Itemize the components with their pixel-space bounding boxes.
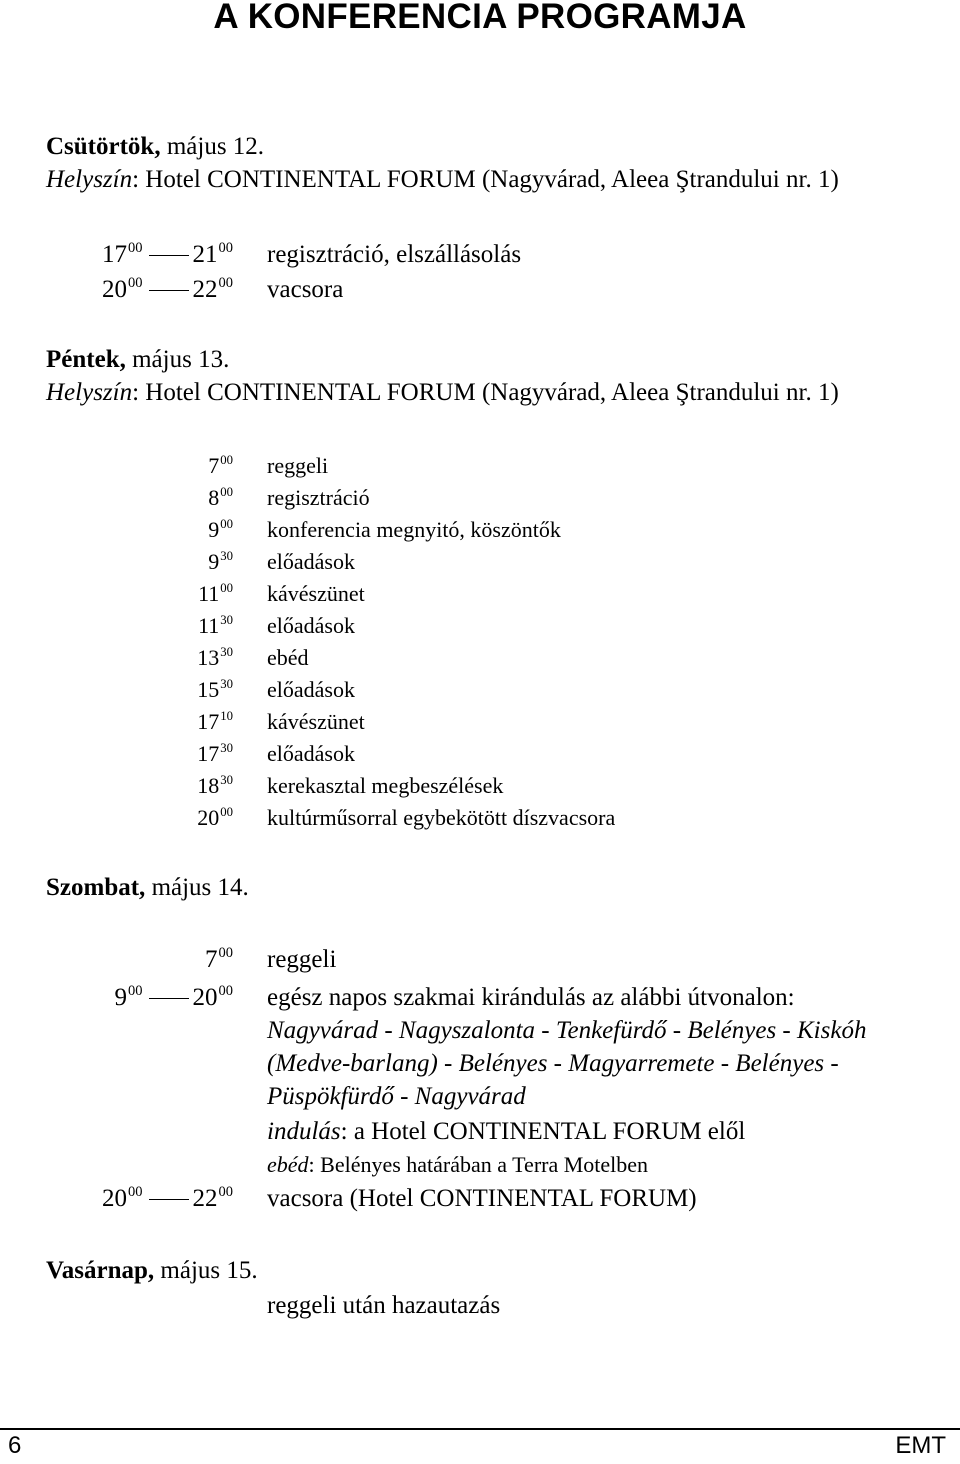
schedule-item-text: reggeli <box>267 946 337 973</box>
schedule-item-text: előadások <box>267 549 355 574</box>
schedule-item-text: ebéd <box>267 645 309 670</box>
thursday-day: Csütörtök, <box>46 133 161 160</box>
dash <box>149 255 189 257</box>
time: $11^{00}$ <box>198 580 233 606</box>
lunch-line <box>267 1152 648 1178</box>
time: $17^{30}$ <box>197 740 233 766</box>
saturday-day: Szombat, <box>46 874 146 901</box>
schedule-item-text: kávészünet <box>267 581 365 606</box>
departure-text: : a Hotel CONTINENTAL FORUM elől <box>340 1118 746 1145</box>
saturday-date: május 14. <box>145 874 249 901</box>
lunch-label: ebéd <box>267 1152 309 1177</box>
schedule-item-text: egész napos szakmai kirándulás az alábbi útvonalon: <box>267 984 795 1011</box>
time-range: $20^{00}$ $22^{00}$ <box>102 274 233 303</box>
departure-label: indulás <box>267 1118 341 1145</box>
friday-heading <box>46 346 229 374</box>
time: $20^{00}$ <box>197 804 233 830</box>
schedule-item-text: kultúrműsorral egybekötött díszvacsora <box>267 805 616 830</box>
schedule-item-text: reggeli után hazautazás <box>267 1292 501 1319</box>
dash <box>149 1199 189 1201</box>
venue-text: : Hotel CONTINENTAL FORUM (Nagyvárad, Aleea Ştrandului nr. 1) <box>132 379 839 406</box>
time: $8^{00}$ <box>208 484 233 510</box>
friday-date: május 13. <box>125 346 230 373</box>
time: $9^{30}$ <box>208 548 233 574</box>
schedule-item-text: vacsora (Hotel CONTINENTAL FORUM) <box>267 1185 697 1212</box>
time: $7^{00}$ <box>208 452 233 478</box>
time: $13^{30}$ <box>197 644 233 670</box>
lunch-text: : Belényes határában a Terra Motelben <box>308 1152 649 1177</box>
friday-day: Péntek, <box>46 346 126 373</box>
time: $15^{30}$ <box>197 676 233 702</box>
schedule-item-text: előadások <box>267 741 355 766</box>
departure-line <box>267 1118 745 1146</box>
schedule-item-text: konferencia megnyitó, köszöntők <box>267 517 561 542</box>
page-title: A KONFERENCIA PROGRAMJA <box>213 0 747 36</box>
venue-text: : Hotel CONTINENTAL FORUM (Nagyvárad, Aleea Ştrandului nr. 1) <box>132 166 839 193</box>
time-range: $20^{00}$ $22^{00}$ <box>102 1183 233 1212</box>
dash <box>149 998 189 1000</box>
time: $7^{00}$ <box>205 944 233 973</box>
sunday-heading <box>46 1257 258 1285</box>
thursday-date: május 12. <box>160 133 265 160</box>
schedule-item-text: reggeli <box>267 453 329 478</box>
time: $9^{00}$ <box>208 516 233 542</box>
page-number: 6 <box>8 1432 22 1459</box>
dash <box>149 290 189 292</box>
thursday-venue <box>46 166 839 194</box>
schedule-item-text: előadások <box>267 677 355 702</box>
sunday-day: Vasárnap, <box>46 1257 155 1284</box>
venue-label: Helyszín <box>46 166 133 193</box>
route-line: (Medve-barlang) - Belényes - Magyarremete - Belényes - <box>267 1050 839 1077</box>
schedule-item-text: regisztráció <box>267 485 370 510</box>
friday-venue <box>46 379 839 407</box>
route-line: Nagyvárad - Nagyszalonta - Tenkefürdő - Belényes - Kiskóh <box>267 1017 867 1044</box>
time-range: $17^{00}$ $21^{00}$ <box>102 239 233 268</box>
thursday-heading <box>46 133 264 161</box>
route-line: Püspökfürdő - Nagyvárad <box>267 1083 526 1110</box>
time: $18^{30}$ <box>197 772 233 798</box>
schedule-item-text: regisztráció, elszállásolás <box>267 241 522 268</box>
footer-divider <box>0 1428 960 1430</box>
saturday-heading <box>46 874 249 902</box>
schedule-item-text: kávészünet <box>267 709 365 734</box>
schedule-item-text: kerekasztal megbeszélések <box>267 773 504 798</box>
venue-label: Helyszín <box>46 379 133 406</box>
schedule-item-text: előadások <box>267 613 355 638</box>
time: $17^{10}$ <box>197 708 233 734</box>
time-range: $9^{00}$ $20^{00}$ <box>114 982 233 1011</box>
footer-org: EMT <box>895 1432 946 1459</box>
time: $11^{30}$ <box>198 612 233 638</box>
schedule-item-text: vacsora <box>267 276 344 303</box>
sunday-date: május 15. <box>154 1257 258 1284</box>
